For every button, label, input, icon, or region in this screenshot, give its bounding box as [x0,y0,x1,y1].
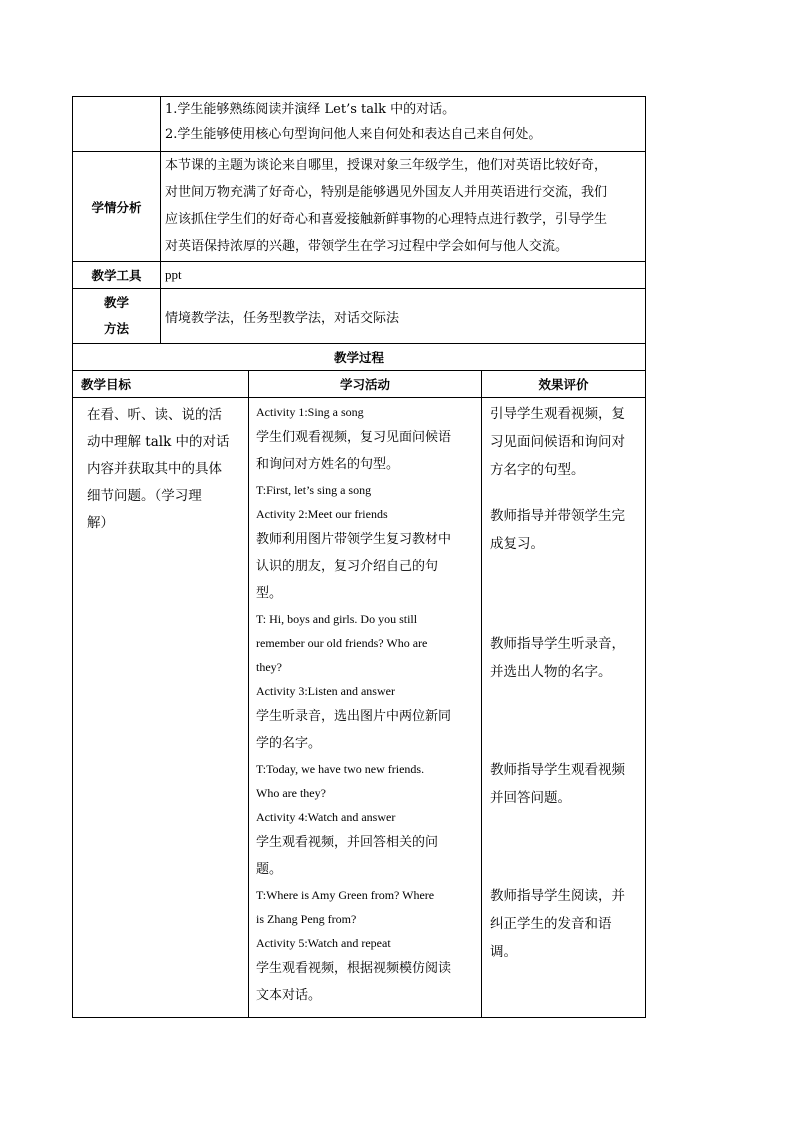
objectives-label-cell [73,97,161,152]
activity-4-teacher-2: is Zhang Peng from? [256,912,357,926]
activity-2-desc-1: 教师利用图片带领学生复习教材中 [256,532,452,547]
activity-5-title: Activity 5:Watch and repeat [256,936,391,950]
analysis-line-1: 本节课的主题为谈论来自哪里，授课对象三年级学生，他们对英语比较好奇， [165,158,608,173]
analysis-cell [161,152,646,262]
methods-value: 情境教学法，任务型教学法，对话交际法 [161,289,646,344]
activity-1-desc-1: 学生们观看视频，复习见面问候语 [256,430,452,445]
methods-label [73,289,161,344]
evaluation-1-line-3: 方名字的句型。 [490,462,585,478]
header-activity: 学习活动 [249,371,482,398]
evaluation-4-line-1: 教师指导学生观看视频 [490,762,625,778]
activity-3-teacher-2: Who are they? [256,786,326,800]
activity-2-desc-2: 认识的朋友，复习介绍自己的句 [256,559,439,574]
process-header-row [73,371,646,398]
activity-4-desc-2: 题。 [256,862,283,877]
evaluation-5-line-3: 调。 [490,944,517,960]
tools-value: ppt [161,262,646,289]
evaluation-4-line-2: 并回答问题。 [490,790,571,806]
activity-4-desc-1: 学生观看视频，并回答相关的问 [256,835,439,850]
activity-3-title: Activity 3:Listen and answer [256,684,395,698]
activity-2-teacher-2: remember our old friends? Who are [256,636,428,650]
objectives-row [73,97,646,152]
activity-2-desc-3: 型。 [256,586,283,601]
evaluation-5-line-1: 教师指导学生阅读，并 [490,888,625,904]
activity-2-title: Activity 2:Meet our friends [256,507,388,521]
methods-label-line-2: 方法 [103,321,129,336]
activity-1-desc-2: 和询问对方姓名的句型。 [256,457,400,472]
tools-row [73,262,646,289]
objectives-cell [161,97,646,152]
evaluation-3-line-1: 教师指导学生听录音， [490,636,625,652]
header-goal: 教学目标 [73,371,249,398]
analysis-line-2: 对世间万物充满了好奇心，特别是能够遇见外国友人并用英语进行交流，我们 [165,185,608,200]
activity-cell [249,398,482,1018]
objective-2: 2.学生能够使用核心句型询问他人来自何处和表达自己来自何处。 [165,127,542,142]
activity-1-title: Activity 1:Sing a song [256,405,364,419]
tools-label: 教学工具 [73,262,161,289]
evaluation-2-line-2: 成复习。 [490,536,544,552]
lesson-plan-table [72,96,646,1018]
activity-2-teacher-3: they? [256,660,282,674]
goal-line-3: 内容并获取其中的具体 [87,461,222,477]
activity-3-desc-1: 学生听录音，选出图片中两位新同 [256,709,452,724]
evaluation-5-line-2: 纠正学生的发音和语 [490,916,612,932]
header-evaluation: 效果评价 [482,371,646,398]
objective-1: 1.学生能够熟练阅读并演绎 Let’s talk 中的对话。 [165,102,456,117]
activity-2-teacher-1: T: Hi, boys and girls. Do you still [256,612,418,626]
goal-line-5: 解） [87,515,114,531]
goal-line-2: 动中理解 talk 中的对话 [87,434,230,450]
activity-1-teacher: T:First, let’s sing a song [256,483,372,497]
methods-row [73,289,646,344]
activity-4-teacher-1: T:Where is Amy Green from? Where [256,888,435,902]
goal-line-1: 在看、听、读、说的活 [87,407,222,423]
activity-5-desc-1: 学生观看视频，根据视频模仿阅读 [256,961,452,976]
activity-3-desc-2: 学的名字。 [256,736,322,751]
goal-line-4: 细节问题。（学习理 [87,488,202,504]
activity-5-desc-2: 文本对话。 [256,988,322,1003]
evaluation-3-line-2: 并选出人物的名字。 [490,664,612,680]
analysis-label: 学情分析 [73,152,161,262]
analysis-line-3: 应该抓住学生们的好奇心和喜爱接触新鲜事物的心理特点进行教学，引导学生 [165,212,608,227]
process-title-row [73,344,646,371]
evaluation-cell [482,398,646,1018]
evaluation-1-line-1: 引导学生观看视频，复 [490,406,625,422]
process-title: 教学过程 [73,344,646,371]
process-content-row [73,398,646,1018]
evaluation-1-line-2: 习见面问候语和询问对 [490,434,625,450]
analysis-row [73,152,646,262]
goal-cell [73,398,249,1018]
activity-4-title: Activity 4:Watch and answer [256,810,396,824]
methods-label-line-1: 教学 [103,295,129,310]
evaluation-2-line-1: 教师指导并带领学生完 [490,508,625,524]
analysis-line-4: 对英语保持浓厚的兴趣，带领学生在学习过程中学会如何与他人交流。 [165,239,569,254]
activity-3-teacher-1: T:Today, we have two new friends. [256,762,425,776]
